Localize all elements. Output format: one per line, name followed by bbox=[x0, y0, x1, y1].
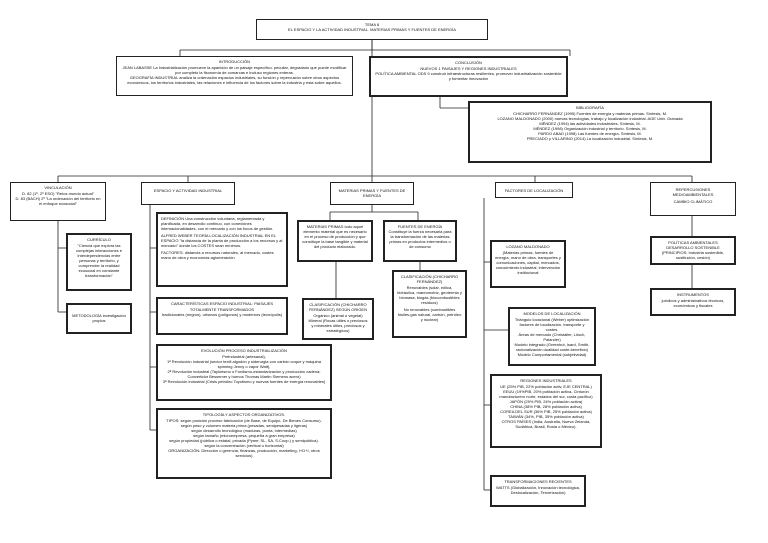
introduccion-box bbox=[116, 56, 353, 96]
repercusiones-box bbox=[650, 182, 736, 216]
regiones-item: CHINA (38% PIB, 28% población activa) bbox=[510, 404, 582, 409]
tipologia-heading: TIPOLOGÍA Y ASPECTOS ORGANIZATIVOS. bbox=[202, 412, 286, 417]
regiones-item: EEUU (19%PIB, 20% población activa- Cinturón manufacturero norte, estados del sur, costa pacífico) bbox=[499, 389, 593, 399]
bibliografia-heading: BIBLIOGRAFÍA bbox=[576, 105, 604, 110]
modelos-item: Triángulo locacional (Weber) optimización factores de localización, transporte y costes. bbox=[514, 317, 590, 332]
modelos-item: Modelo Comportamental (subjetividad) bbox=[517, 352, 587, 357]
clasificacion-materias-heading: CLASIFICACIÓN (CHICHARRO FERNÁNDEZ) SEGÚN ORIGEN bbox=[308, 302, 367, 312]
clasificacion-materias-box bbox=[302, 298, 374, 340]
evolucion-box bbox=[156, 344, 332, 401]
bibliografia-item: PARDO ABAD (1998) Las fuentes de energía. Síntesis, M. bbox=[538, 131, 642, 136]
regiones-item: OTROS PAÍSES (India, Australia, Nueva Zelanda, Sudáfrica, Brasil, Rusia o México). bbox=[501, 419, 591, 429]
title-line1: TEMA 8 bbox=[364, 22, 380, 27]
tipologia-box bbox=[156, 408, 332, 479]
evolucion-item: 2ª Revolución industrial (Taylorismo o Fordismo-estandarización y producción cadena; Convertidor Bessemer y hornos Thomas Martin Siemens acero) bbox=[167, 369, 321, 379]
fuentes-energia-definition-box bbox=[383, 220, 457, 262]
transformaciones-text: WATTS (Globalización, Innovación tecnológica, Deslocalización, Tercerización) bbox=[495, 485, 581, 495]
caracteristicas-box bbox=[156, 297, 288, 335]
definicion-p3: FACTORES: distancia a recursos naturales, al mercado, costes mano de obra y economías aglomeración bbox=[161, 250, 274, 260]
curriculo-box bbox=[66, 233, 132, 291]
instrumentos-box bbox=[650, 288, 736, 316]
transformaciones-heading: TRANSFORMACIONES RECIENTES bbox=[504, 479, 572, 484]
clasificacion-fuentes-p2: No renovables (combustibles fósiles-gas natural, carbón, petróleo y nuclear) bbox=[397, 307, 462, 322]
caracteristicas-p1: TOTALMENTE TRANSFORMADOS bbox=[189, 307, 255, 312]
title-line2: EL ESPACIO Y LA ACTIVIDAD INDUSTRIAL. MATERIAS PRIMAS Y FUENTES DE ENERGÍA bbox=[288, 27, 456, 32]
tipologia-item: según propiedad (pública o estatal, privada (Pyme; SL, SA, S.Coop.) y semipública). bbox=[169, 438, 319, 443]
conclusion-p2: POLÍTICA AMBIENTAL ODS 9 construir infraestructuras resilientes, promover industrialización sostenible y fomentar innovación bbox=[375, 71, 562, 81]
materias-box bbox=[330, 182, 414, 205]
vinculacion-heading: VINCULACIÓN bbox=[44, 185, 72, 190]
introduccion-heading: INTRODUCCIÓN bbox=[218, 59, 251, 64]
regiones-box bbox=[490, 374, 602, 448]
curriculo-heading: CURRÍCULO bbox=[87, 237, 111, 242]
bibliografia-item: LOZANO MALDONADO (2000) nuevas tecnologías, trabajo y localización industrial. AGE Univ. Granada bbox=[497, 116, 683, 121]
regiones-item: TAIWÁN (34%, PIB, 35% población activa) bbox=[508, 414, 584, 419]
lozano-text: (Materias primas, fuentes de energía, mano de obra, transportes y comunicaciones, capital, mercados, conocimiento industrial, intervención institucional bbox=[495, 250, 561, 275]
vinculacion-p1: D. 82 (1º, 2º ESO) "Retos mundo actual" bbox=[21, 191, 94, 196]
politicas-line3: (PRINCIPIOS: Industria sostenible, sustitución, cesión) bbox=[661, 250, 725, 260]
evolucion-item: Preindustrial (artesanal), bbox=[222, 354, 266, 359]
clasificacion-materias-p1: Orgánico (animal o vegetal) bbox=[313, 313, 363, 318]
bibliografia-item: PRECIADO y VILLARINO (2014) La localización industrial. Síntesis, M. bbox=[526, 136, 654, 141]
politicas-line2: DESARROLLO SOSTENIBLE bbox=[666, 245, 720, 250]
bibliografia-item: CHICHARRO FERNÁNDEZ (1995) Fuentes de energía y materias primas. Síntesis, M. bbox=[512, 111, 668, 116]
lozano-box bbox=[490, 240, 566, 288]
definicion-box bbox=[156, 212, 288, 287]
fuentes-energia-definition-text: FUENTES DE ENERGÍA Constituye la fuerza necesaria para la transformación de las materias primas en productos intermedios o de consumo bbox=[388, 224, 452, 249]
evolucion-heading: EVOLUCIÓN PROCESO INDUSTRIALIZACIÓN bbox=[201, 348, 287, 353]
evolucion-item: 3ª Revolución industrial (Crisis petróleo Toyotismo y nuevas fuentes de energía renovables) bbox=[162, 379, 326, 384]
espacio-heading: ESPACIO Y ACTIVIDAD INDUSTRIAL bbox=[153, 188, 223, 193]
politicas-box bbox=[650, 236, 736, 265]
repercusiones-line1: REPERCUSIONES bbox=[675, 187, 711, 192]
repercusiones-line2: MEDIOAMBIENTALES bbox=[672, 192, 714, 197]
conclusion-box bbox=[369, 56, 568, 97]
materias-primas-definition-text: MATERIAS PRIMAS todo aquel elemento material que es necesario en el proceso de producción y que constituye la base tangible y material del producto elaborado. bbox=[302, 224, 368, 249]
caracteristicas-p2: tradicionales (negros), urbanos (polígonos) y modernos (tecnópolis) bbox=[161, 312, 283, 317]
transformaciones-box bbox=[490, 475, 586, 507]
bibliografia-item: MÉNDEZ (1994) las actividades industriales. Síntesis, M. bbox=[539, 121, 641, 126]
clasificacion-fuentes-box bbox=[392, 270, 467, 338]
tipologia-item: según la concentración (vertical u horizontal) bbox=[204, 443, 284, 448]
tipologia-item: TIPOS: según posición proceso fabricación (de Base, de Equipo, De Bienes Consumo). bbox=[166, 418, 322, 423]
instrumentos-text: jurídicos y administrativos técnicos, económicos y fiscales bbox=[661, 298, 725, 308]
regiones-item: COREA DEL SUR (36% PIB, 25% población activa) bbox=[500, 409, 592, 414]
curriculo-text: "Ciencia que explora las complejas interacciones e interdependencias entre personas y territorio, y comprender la realidad ecosocial en constante transformación" bbox=[75, 243, 123, 278]
vinculacion-p2: D. 83 (BACH) 2º "La ordenación del territorio en el enfoque ecosocial" bbox=[15, 196, 101, 206]
clasificacion-fuentes-heading: CLASIFICACIÓN (CHICHARRO FERNÁNDEZ) bbox=[400, 274, 459, 284]
regiones-item: UE (25% PIB, 22% población activ, EJE CENTRAL) bbox=[500, 384, 592, 389]
conclusion-p1: NUEVOS 1 PAISAJES Y REGIONES INDUSTRIALES bbox=[420, 66, 517, 71]
clasificacion-fuentes-p1: Renovables (solar, eólica, hidráulica, mareomotriz, geotermia y biomasa; biogás (biocombustibles residuos) bbox=[397, 285, 462, 305]
definicion-p2: ALFRED WEBER TEORÍA LOCALIZACIÓN INDUSTRIAL EN EL ESPACIO "la distancia de la planta de producción a los recursos y al mercado" donde los COSTES sean mínimos. bbox=[161, 233, 283, 248]
tipologia-item: según desarrollo tecnológico (maduras, punta, intermedias) bbox=[191, 428, 297, 433]
bibliografia-box bbox=[468, 101, 712, 163]
introduccion-p2: GEOGRAFÍA INDUSTRIAL analiza la ordenación espacios industriales, su función y repercusión sobre otros aspectos económicos, los territorios industriales, las relaciones e influencia de los factores sobre la industria y esta sobre aquellos. bbox=[127, 75, 342, 85]
metodologia-text: METODOLOGÍA investigación propios bbox=[72, 313, 126, 323]
factores-heading: FACTORES DE LOCALIZACIÓN bbox=[504, 188, 564, 193]
regiones-heading: REGIONES INDUSTRIALES bbox=[520, 378, 572, 383]
modelos-item: Áreas de mercado (Christaller, Lösch, Palander) bbox=[518, 332, 586, 342]
materias-primas-definition-box bbox=[297, 220, 373, 262]
clasificacion-materias-p2: Mineral (Rocas útiles o preciosos y minerales útiles, preciosos y estratégicos) bbox=[308, 318, 368, 333]
bibliografia-item: MÉNDEZ (1998) Organización industrial y territorio. Síntesis, M. bbox=[533, 126, 647, 131]
politicas-line1: POLÍTICAS AMBIENTALES bbox=[668, 240, 718, 245]
introduccion-p1: JEAN LABASSE La industrialización promueve la aparición de un paisaje específico. peculiar, degradado que puede modificar por completo la fisonomía de comarcas e incluso regiones enteras. bbox=[122, 65, 347, 75]
factores-box bbox=[495, 182, 573, 198]
title-box bbox=[256, 19, 488, 40]
tipologia-item: ORGANIZACIÓN: Dirección o gerencia, finanzas, producción, marketing, I+D+I, otros servicios) bbox=[168, 448, 320, 458]
espacio-box bbox=[141, 182, 235, 205]
tipologia-item: según tamaño (microempresa, pequeña a gran empresa) bbox=[193, 433, 295, 438]
regiones-item: JAPÓN (29% PIB, 24% población activa) bbox=[509, 399, 583, 404]
metodologia-box bbox=[66, 303, 132, 334]
modelos-box bbox=[508, 307, 596, 366]
caracteristicas-heading: CARACTERÍSTICAS ESPACIO INDUSTRIAL: PAISAJES bbox=[170, 301, 274, 306]
conclusion-heading: CONCLUSIÓN bbox=[455, 60, 482, 65]
tipologia-item: según peso y volumen materia prima (pesadas, semipesadas y ligeras) bbox=[180, 423, 308, 428]
modelos-heading: MODELOS DE LOCALIZACIÓN bbox=[523, 311, 581, 316]
definicion-p1: DEFINICIÓN Una construcción voluntaria, reglamentada y planificada, en desarrollo continuo, con conexiones internacionalidades, con el mercado y con los focos de gestión. bbox=[161, 216, 274, 231]
lozano-heading: LOZANO MALDONADO bbox=[506, 244, 550, 249]
modelos-item: Modelo integrado (Greenhut, Isard, Smith-racionalización dualidad coste-beneficio) bbox=[514, 342, 590, 352]
instrumentos-heading: INSTRUMENTOS bbox=[677, 292, 709, 297]
repercusiones-line3: CAMBIO CLIMÁTICO bbox=[673, 199, 713, 204]
materias-heading: MATERIAS PRIMAS Y FUENTES DE ENERGÍA bbox=[338, 188, 406, 198]
vinculacion-box bbox=[10, 182, 106, 221]
evolucion-item: 1ª Revolución industrial (sector textil algodón y siderurgia con carbón coque y máquina spinning Jenny o vapor Watt), bbox=[166, 359, 321, 369]
